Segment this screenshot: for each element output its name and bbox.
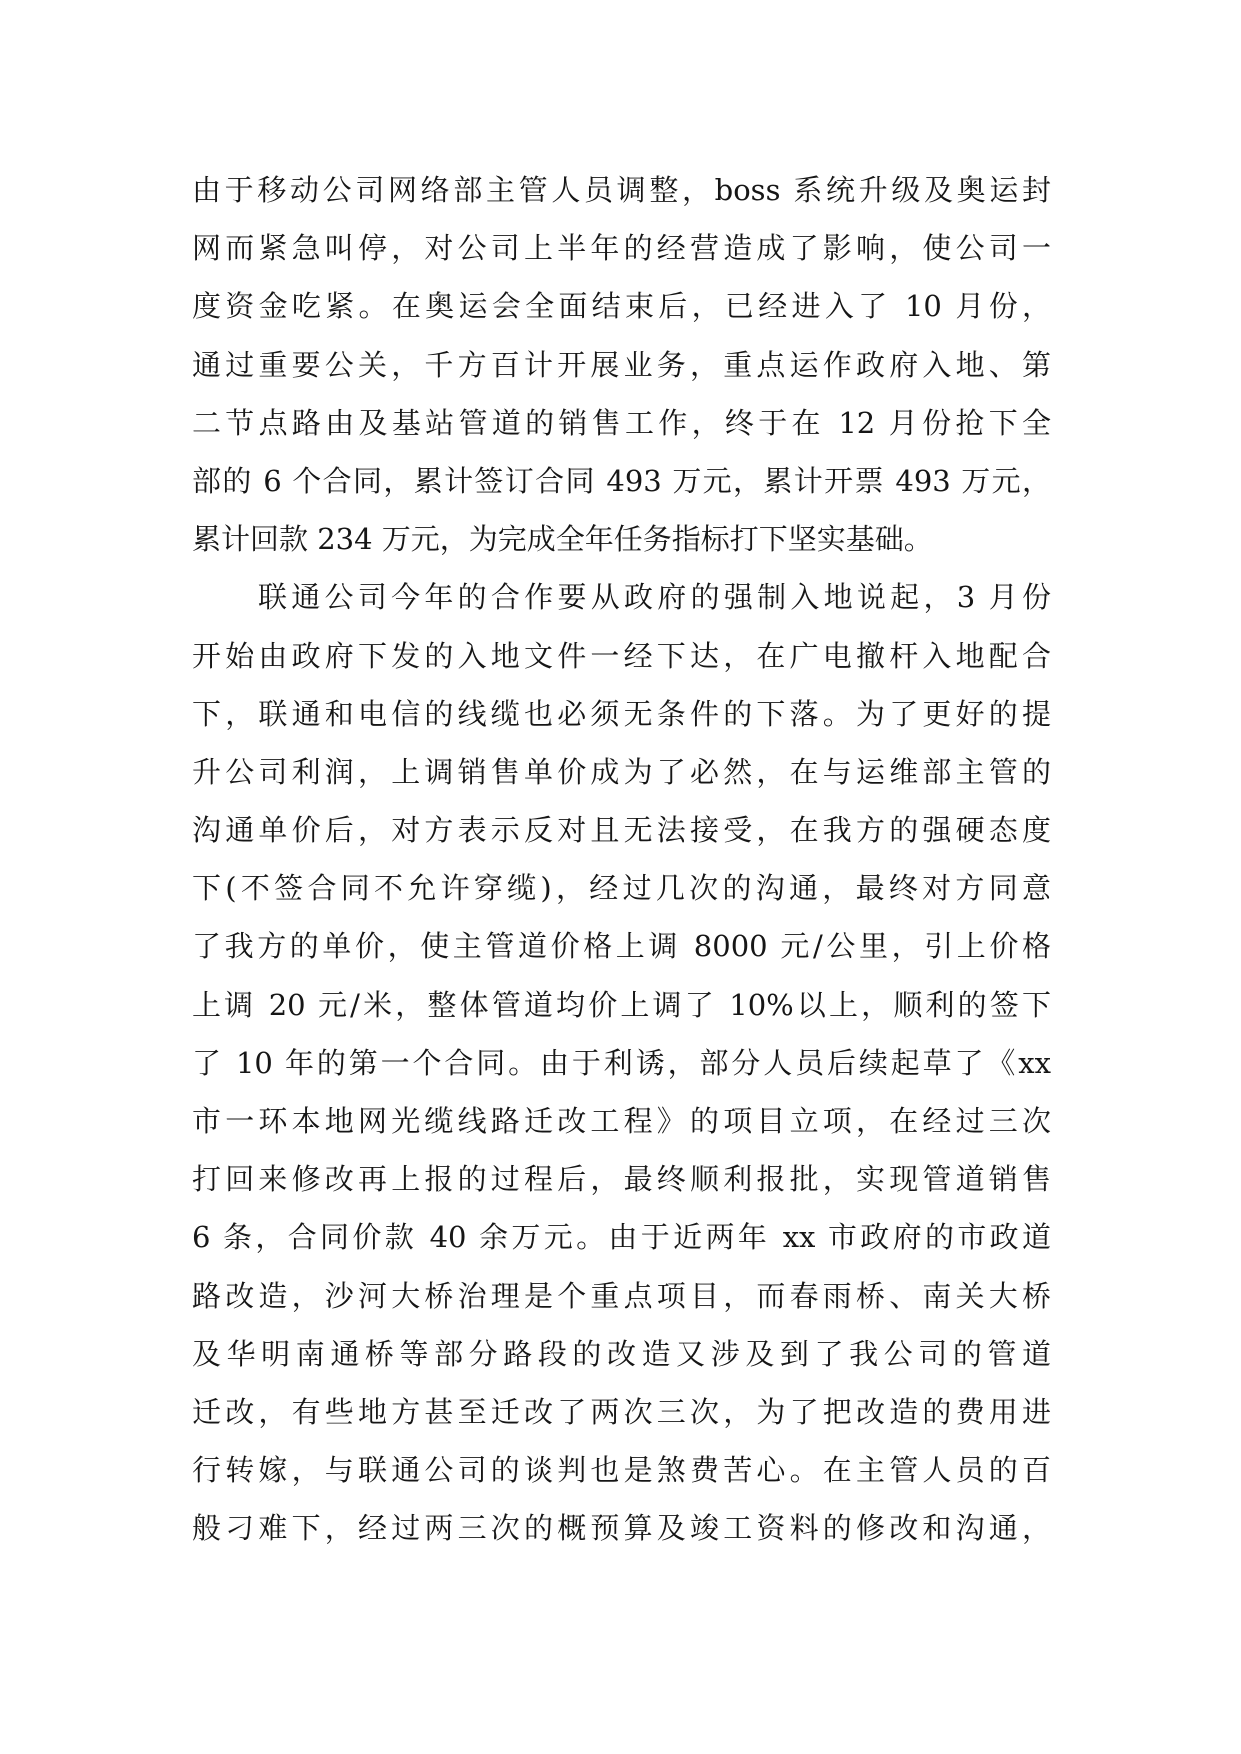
text-line: 了 10 年的第一个合同。由于利诱，部分人员后续起草了《xx — [192, 1045, 1051, 1080]
text-line: 度资金吃紧。在奥运会全面结束后，已经进入了 10 月份， — [192, 289, 1051, 324]
text-line: 了我方的单价，使主管道价格上调 8000 元/公里，引上价格 — [192, 929, 1051, 964]
text-line: 下，联通和电信的线缆也必须无条件的下落。为了更好的提 — [192, 696, 1051, 731]
text-line: 6 条，合同价款 40 余万元。由于近两年 xx 市政府的市政道 — [192, 1220, 1051, 1255]
text-line: 迁改，有些地方甚至迁改了两次三次，为了把改造的费用进 — [192, 1394, 1051, 1429]
text-line: 二节点路由及基站管道的销售工作，终于在 12 月份抢下全 — [192, 405, 1051, 440]
text-line: 市一环本地网光缆线路迁改工程》的项目立项，在经过三次 — [192, 1104, 1051, 1138]
paragraph-2 — [192, 568, 1051, 1557]
text-line: 网而紧急叫停，对公司上半年的经营造成了影响，使公司一 — [192, 231, 1051, 266]
text-line: 累计回款 234 万元，为完成全年任务指标打下坚实基础。 — [192, 522, 933, 557]
text-line: 由于移动公司网络部主管人员调整，boss 系统升级及奥运封 — [192, 173, 1051, 207]
text-line: 通过重要公关，千方百计开展业务，重点运作政府入地、第 — [192, 347, 1051, 382]
text-line: 路改造，沙河大桥治理是个重点项目，而春雨桥、南关大桥 — [192, 1278, 1051, 1313]
document-body — [192, 161, 1051, 1558]
text-line: 升公司利润，上调销售单价成为了必然，在与运维部主管的 — [192, 754, 1051, 789]
text-line: 及华明南通桥等部分路段的改造又涉及到了我公司的管道 — [192, 1336, 1051, 1371]
text-line: 上调 20 元/米，整体管道均价上调了 10%以上，顺利的签下 — [192, 987, 1051, 1022]
text-line: 下(不签合同不允许穿缆)，经过几次的沟通，最终对方同意 — [192, 871, 1051, 906]
text-line: 开始由政府下发的入地文件一经下达，在广电撤杆入地配合 — [192, 638, 1051, 673]
text-line: 沟通单价后，对方表示反对且无法接受，在我方的强硬态度 — [192, 813, 1051, 848]
text-line: 般刁难下，经过两三次的概预算及竣工资料的修改和沟通， — [192, 1511, 1051, 1546]
text-line: 部的 6 个合同，累计签订合同 493 万元，累计开票 493 万元， — [192, 463, 1051, 498]
text-line: 行转嫁，与联通公司的谈判也是煞费苦心。在主管人员的百 — [192, 1453, 1051, 1488]
text-line: 打回来修改再上报的过程后，最终顺利报批，实现管道销售 — [192, 1162, 1051, 1197]
text-line: 联通公司今年的合作要从政府的强制入地说起，3 月份 — [258, 580, 1051, 615]
paragraph-1 — [192, 161, 1051, 568]
